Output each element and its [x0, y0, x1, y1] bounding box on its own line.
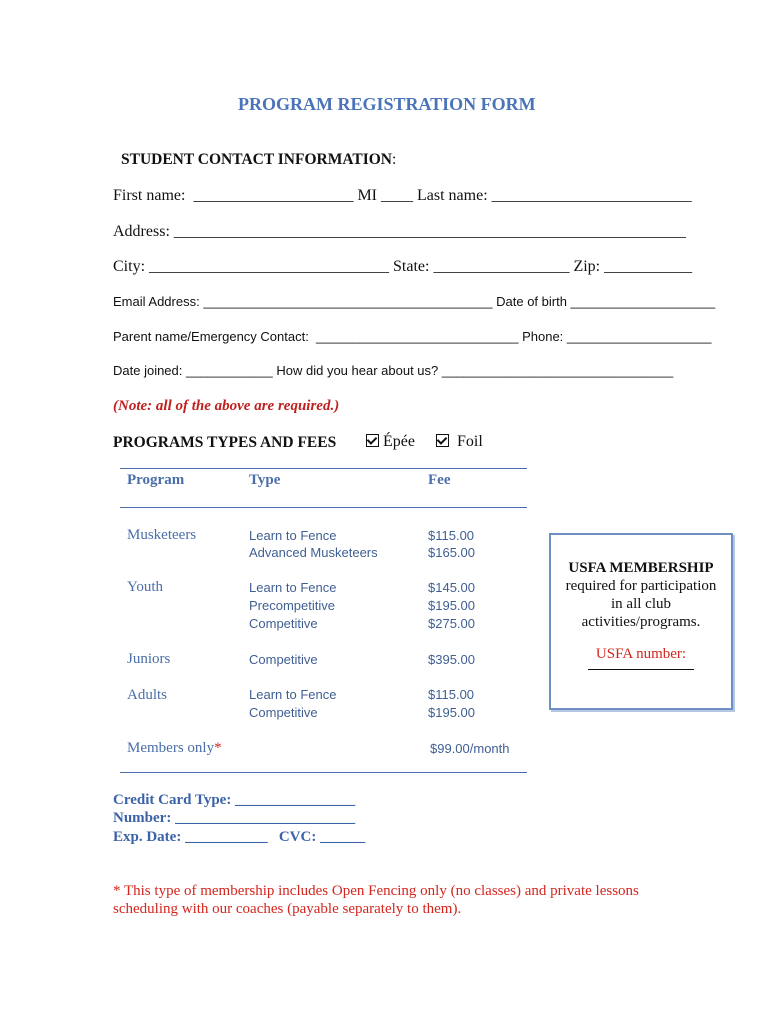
fee-cell: $115.00 — [428, 528, 475, 543]
usfa-line-1: required for participation — [565, 578, 717, 594]
city-state-zip-field[interactable]: City: ______________________________ State: _________________ Zip: ___________ — [113, 258, 693, 275]
col-header-program: Program — [127, 472, 185, 488]
fee-cell: $195.00 — [428, 598, 475, 613]
table-header-rule — [120, 507, 527, 508]
weapon-epee[interactable] — [366, 433, 415, 451]
parent-phone-field[interactable]: Parent name/Emergency Contact: ____________________________ Phone: ____________________ — [113, 329, 712, 344]
members-only-asterisk: * — [214, 740, 222, 756]
exp-cvc-field[interactable]: Exp. Date: ___________ CVC: ______ — [113, 829, 366, 845]
program-adults: Adults — [127, 687, 168, 703]
type-cell: Competitive — [249, 652, 318, 667]
footnote-line-2: scheduling with our coaches (payable separately to them). — [113, 901, 462, 917]
table-top-rule — [120, 468, 527, 469]
student-section-colon: : — [392, 151, 397, 168]
card-number-field[interactable]: Number: ________________________ — [113, 810, 356, 826]
student-section-heading — [121, 151, 396, 169]
program-members-only — [127, 740, 222, 757]
table-bottom-rule — [120, 772, 527, 773]
fee-cell: $165.00 — [428, 545, 475, 560]
email-dob-field[interactable]: Email Address: ________________________________________ Date of birth ____________________ — [113, 294, 716, 309]
usfa-line-3: activities/programs. — [581, 614, 701, 630]
type-cell: Learn to Fence — [249, 580, 337, 595]
type-cell: Advanced Musketeers — [249, 545, 378, 560]
required-note: (Note: all of the above are required.) — [113, 398, 340, 414]
first-name-field[interactable]: First name: ____________________ MI ____ Last name: _________________________ — [113, 187, 692, 204]
address-field[interactable]: Address: ________________________________________________________________ — [113, 223, 686, 240]
type-cell: Learn to Fence — [249, 528, 337, 543]
page-title: PROGRAM REGISTRATION FORM — [238, 94, 536, 114]
col-header-type: Type — [249, 472, 281, 488]
program-musketeers: Musketeers — [127, 527, 197, 543]
members-only-label: Members only — [127, 740, 215, 756]
program-youth: Youth — [127, 579, 163, 595]
col-header-fee: Fee — [428, 472, 451, 488]
type-cell: Precompetitive — [249, 598, 335, 613]
foil-label: Foil — [457, 433, 483, 450]
weapon-foil[interactable] — [436, 433, 483, 451]
members-only-fee: $99.00/month — [430, 741, 510, 756]
program-juniors: Juniors — [127, 651, 171, 667]
type-cell: Learn to Fence — [249, 687, 337, 702]
epee-label: Épée — [383, 433, 415, 450]
credit-card-type-field[interactable]: Credit Card Type: ________________ — [113, 792, 356, 808]
student-section-label: STUDENT CONTACT INFORMATION — [121, 151, 393, 168]
type-cell: Competitive — [249, 705, 318, 720]
fee-cell: $195.00 — [428, 705, 475, 720]
usfa-title: USFA MEMBERSHIP — [568, 560, 714, 576]
usfa-membership-box — [549, 533, 733, 710]
fee-cell: $115.00 — [428, 687, 475, 702]
type-cell: Competitive — [249, 616, 318, 631]
footnote-line-1: * This type of membership includes Open Fencing only (no classes) and private lessons — [113, 883, 639, 899]
programs-heading: PROGRAMS TYPES AND FEES — [113, 434, 337, 451]
usfa-number-field[interactable] — [588, 669, 694, 670]
date-joined-field[interactable]: Date joined: ____________ How did you hear about us? ________________________________ — [113, 363, 674, 378]
epee-checkbox[interactable] — [366, 434, 379, 447]
fee-cell: $275.00 — [428, 616, 475, 631]
usfa-number-label: USFA number: — [595, 646, 687, 662]
fee-cell: $145.00 — [428, 580, 475, 595]
usfa-line-2: in all club — [611, 596, 671, 612]
foil-checkbox[interactable] — [436, 434, 449, 447]
fee-cell: $395.00 — [428, 652, 475, 667]
